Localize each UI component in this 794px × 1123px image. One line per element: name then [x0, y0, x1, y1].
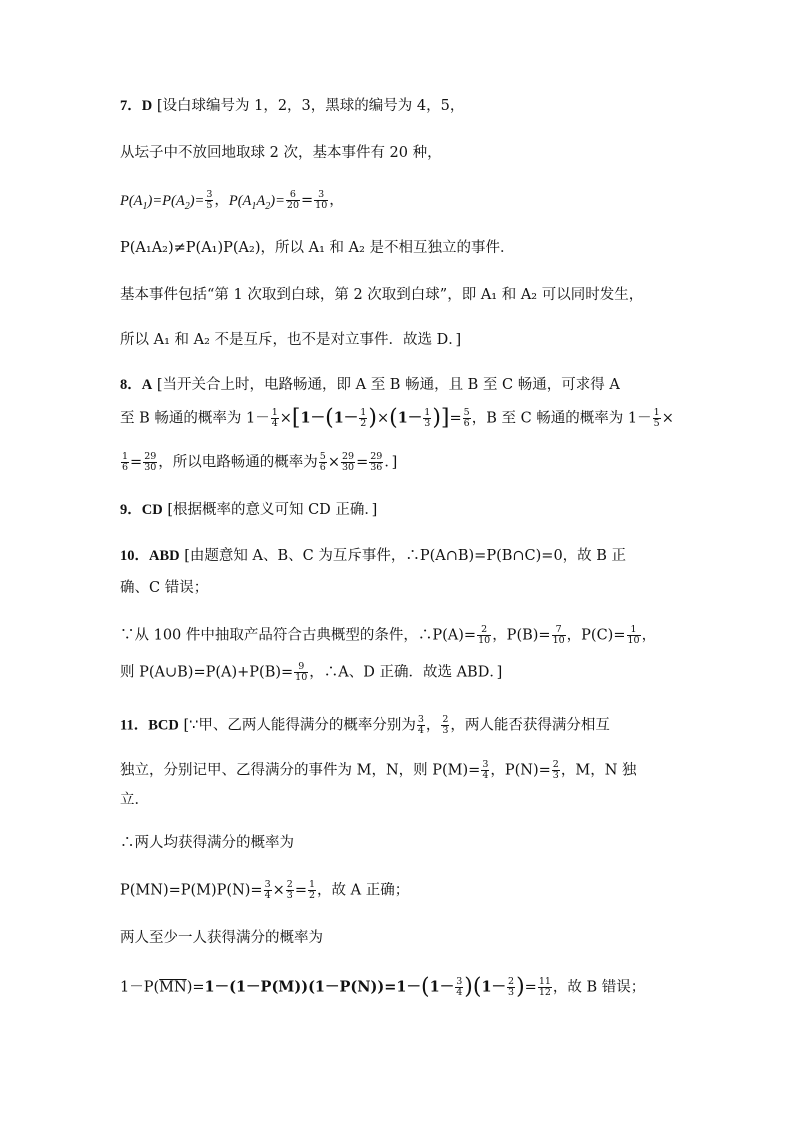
fraction: $\frac{1}{2}$ — [360, 407, 367, 429]
q11-line6: 两人至少一人获得满分的概率为 — [120, 930, 323, 946]
q11-line2: 独立，分别记甲、乙得满分的事件为 M，N，则 P(M)= $\frac{3}{4}$ ，P(N)= $\frac{2}{3}$ ，M，N 独 — [120, 759, 637, 781]
q8-label: 8．A — [120, 377, 153, 393]
q11-line3: 立． — [120, 792, 149, 808]
fraction: $\frac{3}{4}$ — [417, 714, 424, 736]
q10-line1: 10．ABD [由题意知 A、B、C 为互斥事件，∴P(A∩B)=P(B∩C)=0，故 B 正 — [120, 548, 627, 564]
fraction: $\frac{7}{10}$ — [552, 624, 565, 646]
q7-line3: $P(A_1)=P(A_2)=$ $\frac{3}{5}$ ，$P(A_1A_2)=$ $\frac{6}{20}$ = $\frac{3}{10}$ ， — [120, 189, 344, 212]
q8-line2: 至 B 畅通的概率为 1－ $\frac{1}{4}$ ×[1－(1－ $\frac{1}{2}$ )×(1－ $\frac{1}{3}$ )]= $\frac{5}{6}$ ，B 至 C 畅通的概率为 1－ $\frac{1}{5}$ × — [120, 405, 674, 431]
fraction: $\frac{1}{6}$ — [122, 451, 129, 473]
fraction: $\frac{1}{5}$ — [653, 407, 660, 429]
fraction: $\frac{2}{3}$ — [286, 879, 293, 901]
q11-line1: 11．BCD [∵甲、乙两人能得满分的概率分别为 $\frac{3}{4}$ ， $\frac{2}{3}$ ，两人能否获得满分相互 — [120, 714, 610, 736]
q7-text1: [设白球编号为 1，2，3，黑球的编号为 4，5， — [156, 98, 465, 114]
fraction: $\frac{3}{4}$ — [456, 976, 463, 998]
q7-line1 — [120, 96, 698, 116]
fraction: $\frac{5}{6}$ — [319, 451, 326, 473]
q8-line3: $\frac{1}{6}$ = $\frac{29}{30}$ ，所以电路畅通的概率为 $\frac{5}{6}$ × $\frac{29}{30}$ = $\frac{29}{36}$ ．] — [122, 451, 398, 473]
fraction: $\frac{11}{12}$ — [538, 976, 551, 998]
fraction: $\frac{3}{4}$ — [482, 759, 489, 781]
fraction: $\frac{3}{4}$ — [264, 879, 271, 901]
q7-line2: 从坛子中不放回地取球 2 次，基本事件有 20 种， — [120, 145, 442, 161]
fraction: $\frac{3}{5}$ — [206, 189, 213, 211]
fraction: $\frac{29}{36}$ — [370, 451, 383, 473]
q9-label: 9．CD — [120, 502, 163, 518]
q11-line5: P(MN)=P(M)P(N)= $\frac{3}{4}$ × $\frac{2}{3}$ = $\frac{1}{2}$ ，故 A 正确； — [120, 879, 410, 901]
q11-line7: $1-P(\overline{MN})=1-(1-P(M))(1-P(N))=1-(1-$ $\frac{3}{4}$ )(1－ $\frac{2}{3}$ )= $\frac{11}{12}$ ，故 B 错误； — [120, 974, 646, 1000]
fraction: $\frac{3}{10}$ — [315, 189, 328, 211]
q7-line4: P(A₁A₂)≠P(A₁)P(A₂)，所以 A₁ 和 A₂ 是不相互独立的事件． — [120, 240, 515, 256]
fraction: $\frac{2}{3}$ — [442, 714, 449, 736]
q7-line6: 所以 A₁ 和 A₂ 不是互斥，也不是对立事件．故选 D．] — [120, 332, 462, 348]
fraction: $\frac{29}{30}$ — [144, 451, 157, 473]
fraction: $\frac{9}{10}$ — [295, 661, 308, 683]
fraction: $\frac{2}{3}$ — [552, 759, 559, 781]
q10-line4: 则 P(A∪B)=P(A)+P(B)= $\frac{9}{10}$ ，∴A、D 正确．故选 ABD．] — [120, 661, 503, 683]
fraction: $\frac{1}{3}$ — [424, 407, 431, 429]
q9-line: 9．CD [根据概率的意义可知 CD 正确．] — [120, 502, 378, 518]
fraction: $\frac{1}{10}$ — [627, 624, 640, 646]
q11-line4: ∴两人均获得满分的概率为 — [120, 835, 294, 851]
q8-line1: 8．A [当开关合上时，电路畅通，即 A 至 B 畅通，且 B 至 C 畅通，可求得 A — [120, 377, 620, 393]
q10-line3: ∵从 100 件中抽取产品符合古典概型的条件，∴P(A)= $\frac{2}{10}$ ，P(B)= $\frac{7}{10}$ ，P(C)= $\frac{1}{10}$ ， — [120, 624, 657, 646]
fraction: $\frac{1}{4}$ — [271, 407, 278, 429]
fraction: $\frac{5}{6}$ — [463, 407, 470, 429]
fraction: $\frac{29}{30}$ — [342, 451, 355, 473]
q7-line5: 基本事件包括“第 1 次取到白球，第 2 次取到白球”，即 A₁ 和 A₂ 可以同时发生， — [120, 287, 644, 303]
fraction: $\frac{2}{10}$ — [478, 624, 491, 646]
q10-label: 10．ABD — [120, 548, 180, 564]
q11-label: 11．BCD — [120, 717, 179, 734]
fraction: $\frac{2}{3}$ — [508, 976, 515, 998]
fraction: $\frac{6}{20}$ — [286, 189, 299, 211]
fraction: $\frac{1}{2}$ — [309, 879, 316, 901]
q7-label: 7．D — [120, 98, 153, 114]
q10-line2: 确、C 错误； — [120, 580, 209, 596]
